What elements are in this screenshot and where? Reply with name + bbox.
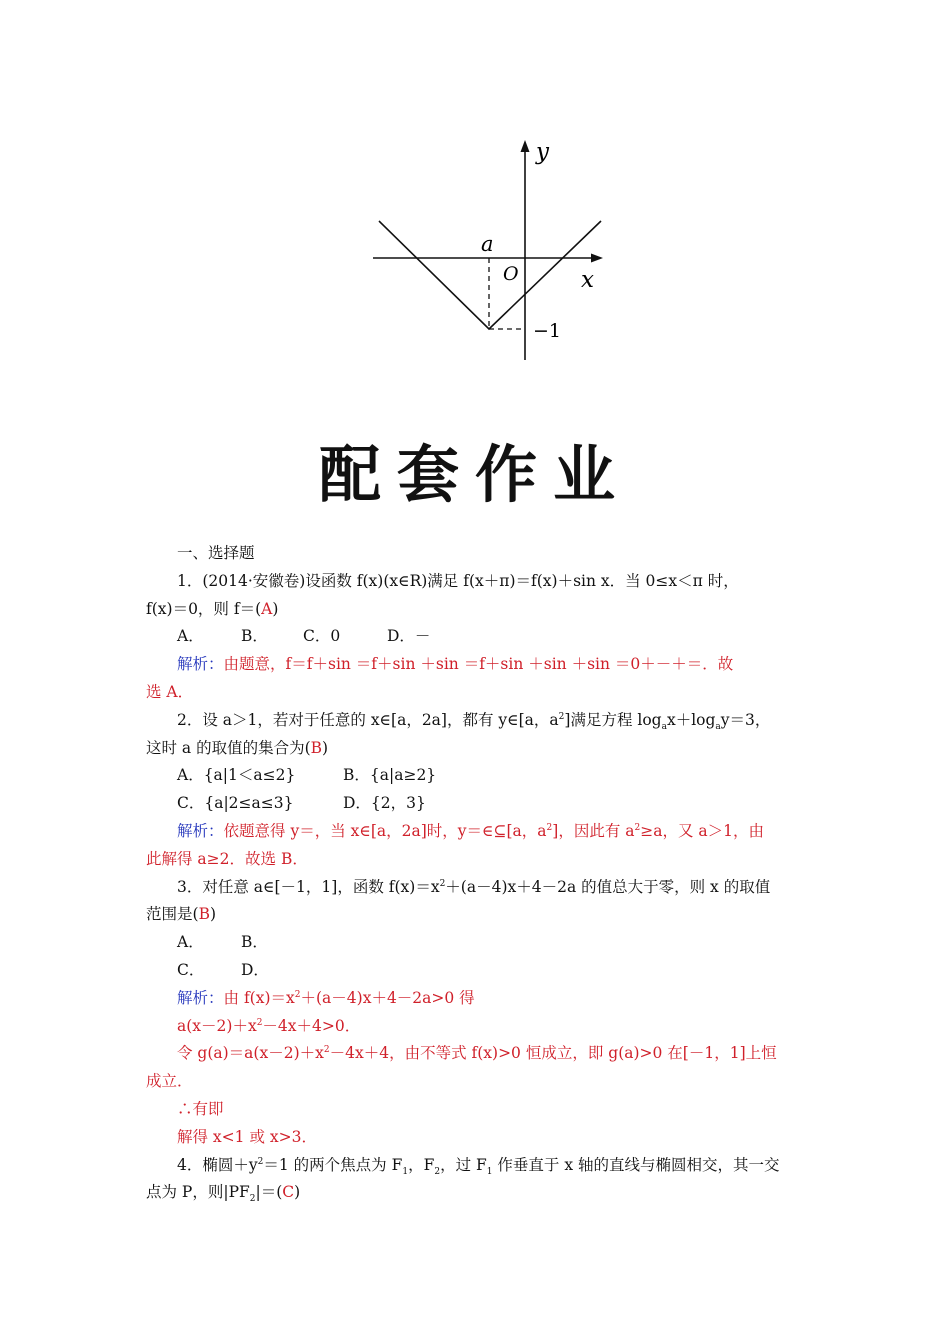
q4-sub4: 2 (249, 1194, 256, 1205)
q2-line1-c: x＋log (666, 710, 716, 729)
q3-line2-text: 范围是( (146, 905, 199, 924)
q1-option-b: B． (241, 627, 268, 646)
q1-option-a: A． (177, 627, 204, 646)
q2-option-c: C．{a|2≤a≤3} (177, 794, 294, 813)
q3-analysis-line4: 成立． (146, 1072, 193, 1091)
graph-figure (365, 135, 610, 365)
q4-line2-close: ) (294, 1183, 301, 1202)
q2-analysis-c: ≥a，又 a＞1，由 (640, 821, 764, 840)
q1-line2-close: ) (272, 599, 279, 618)
q1-line2-text: f(x)＝0，则 f＝( (146, 599, 262, 618)
q4-sub2: 2 (434, 1166, 441, 1177)
q4-line1-d: ，过 F (440, 1155, 487, 1174)
q1-analysis-label: 解析： (177, 655, 224, 674)
q2-sub1: a (661, 721, 667, 732)
q3-a1-b: ＋(a－4)x＋4－2a>0 得 (300, 988, 475, 1007)
x-axis-arrow (591, 254, 603, 263)
q2-option-a: A．{a|1＜a≤2} (177, 766, 296, 785)
section-heading: 一、选择题 (177, 544, 255, 562)
q2-analysis-b: ]，因此有 a (552, 821, 635, 840)
q3-a1-a: 由 f(x)＝x (223, 988, 295, 1007)
q3-line1-a: 3．对任意 a∈[－1，1]，函数 f(x)＝x (177, 877, 440, 896)
q2-line2 (146, 735, 810, 763)
q2-analysis-line2: 此解得 a≥2．故选 B． (146, 849, 308, 868)
q4-line1-b: ＝1 的两个焦点为 F (263, 1155, 403, 1174)
q4-line1-a: 4．椭圆＋y (177, 1155, 258, 1174)
q3-a2-a: a(x－2)＋x (177, 1016, 257, 1035)
q1-option-d: D．－ (387, 627, 431, 646)
x-label: x (581, 267, 594, 293)
q3-sup: 2 (439, 878, 446, 889)
q2-analysis-label: 解析： (177, 821, 224, 840)
q3-option-a: A． (177, 933, 204, 952)
q2-options-ab (146, 762, 810, 790)
q3-analysis-line3 (146, 1040, 810, 1068)
origin-label: O (503, 263, 519, 285)
q3-analysis-label: 解析： (177, 988, 224, 1007)
q2-analysis-sup1: 2 (546, 822, 553, 833)
q2-analysis-sup2: 2 (634, 822, 641, 833)
q3-line1-b: ＋(a－4)x＋4－2a 的值总大于零，则 x 的取值 (445, 877, 771, 896)
q1-analysis-line1 (146, 651, 810, 679)
y-axis-arrow (521, 140, 530, 152)
q2-line2-close: ) (322, 738, 329, 757)
q1-analysis-text: 由题意，f＝f＋sin ＝f＋sin ＋sin ＝f＋sin ＋sin ＋sin ＝0＋－＋＝．故 (223, 655, 734, 674)
y-label: y (536, 139, 549, 165)
q2-line1-a: 2．设 a＞1，若对于任意的 x∈[a，2a]，都有 y∈[a，a (177, 710, 559, 729)
q3-a3-a: 令 g(a)＝a(x－2)＋x (177, 1044, 324, 1063)
q3-option-d: D． (241, 960, 269, 979)
q2-line1-d: y＝3， (720, 710, 771, 729)
q4-line1-e: 作垂直于 x 轴的直线与椭圆相交，其一交 (492, 1155, 780, 1174)
q3-options-cd (146, 957, 810, 985)
q4-line2-a: 点为 P，则|PF (146, 1183, 250, 1202)
q3-a1-sup: 2 (294, 989, 301, 1000)
q2-line1-b: ]满足方程 log (564, 710, 662, 729)
q3-a2-sup: 2 (256, 1017, 263, 1028)
q1-line1: 1．(2014·安徽卷)设函数 f(x)(x∈R)满足 f(x＋π)＝f(x)＋sin x．当 0≤x＜π 时， (177, 571, 739, 590)
q2-option-b: B．{a|a≥2} (343, 766, 437, 785)
q1-line2 (146, 596, 810, 624)
q3-a3-sup: 2 (323, 1045, 330, 1056)
q1-analysis-line2: 选 A． (146, 682, 194, 701)
q3-line2-close: ) (209, 905, 217, 924)
q3-analysis-line2 (146, 1013, 810, 1041)
q2-sub2: a (715, 721, 721, 732)
q3-answer: B (198, 905, 210, 924)
q3-line2 (146, 901, 810, 929)
a-label: a (481, 232, 494, 256)
q3-options-ab (146, 929, 810, 957)
q2-sup: 2 (558, 711, 565, 722)
q1-option-c: C．0 (303, 627, 341, 646)
q3-option-c: C． (177, 960, 205, 979)
question-list (146, 540, 810, 1207)
q1-options (146, 623, 810, 651)
q3-option-b: B． (241, 933, 268, 952)
q3-a2-b: －4x＋4>0． (262, 1016, 361, 1035)
q2-line1 (146, 707, 810, 735)
q3-analysis-line1 (146, 985, 810, 1013)
q4-sub3: 1 (486, 1166, 493, 1177)
page-title: 配套作业 (318, 438, 631, 511)
q2-option-d: D．{2，3} (343, 794, 426, 813)
q1-answer: A (261, 599, 273, 618)
q3-analysis-line6: 解得 x<1 或 x>3． (177, 1127, 317, 1146)
q2-analysis-a: 依题意得 y＝，当 x∈[a，2a]时，y＝∈⊆[a，a (223, 821, 547, 840)
q4-line1 (146, 1152, 810, 1180)
q4-line1-c: ，F (408, 1155, 435, 1174)
q2-analysis-line1 (146, 818, 810, 846)
q3-analysis-line5: ∴有即 (177, 1099, 224, 1118)
neg-one-label: −1 (533, 320, 562, 342)
q2-line2-text: 这时 a 的取值的集合为( (146, 738, 311, 757)
q4-line2 (146, 1179, 810, 1207)
q4-line2-b: |＝( (255, 1183, 283, 1202)
q4-answer: C (282, 1183, 295, 1202)
q4-sup: 2 (257, 1156, 264, 1167)
q2-options-cd (146, 790, 810, 818)
q3-a3-b: －4x＋4，由不等式 f(x)>0 恒成立，即 g(a)>0 在[－1，1]上恒 (329, 1044, 777, 1063)
q3-line1 (146, 874, 810, 902)
q4-sub1: 1 (402, 1166, 409, 1177)
q2-answer: B (310, 738, 323, 757)
